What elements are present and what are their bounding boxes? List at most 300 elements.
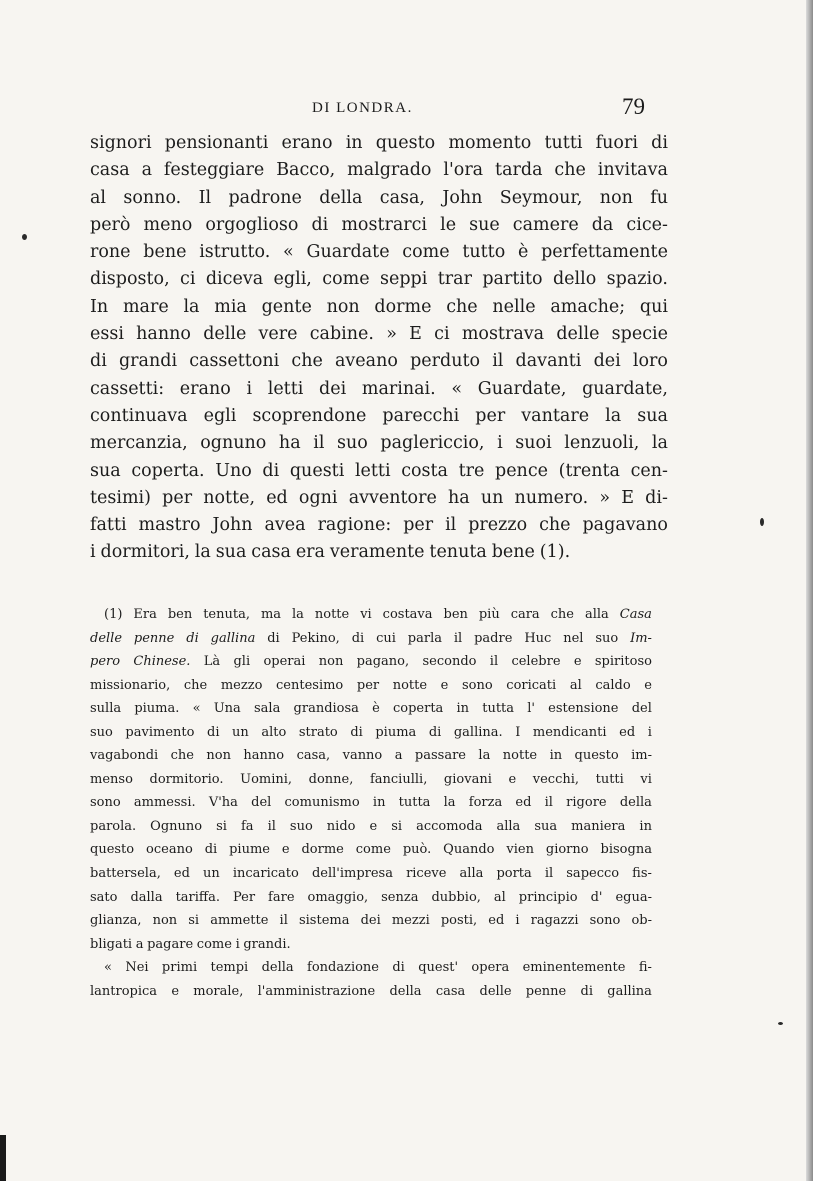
word: » <box>386 324 397 345</box>
word: un <box>203 866 220 882</box>
word: vi <box>360 607 372 622</box>
text-line <box>90 512 668 539</box>
word: sistema <box>298 913 350 929</box>
word: di- <box>645 487 668 508</box>
word: questi <box>289 460 345 481</box>
word: pagano, <box>356 654 410 670</box>
word: da <box>591 214 614 235</box>
word: giorno <box>545 842 589 858</box>
word: l'amministrazione <box>257 983 376 999</box>
word: Là <box>203 654 221 670</box>
word: mezzo <box>220 677 263 693</box>
word: ben <box>443 607 468 622</box>
word: bisogna <box>600 842 652 858</box>
word: penne <box>525 983 567 999</box>
word: suo <box>595 630 619 646</box>
word: notte, <box>203 487 256 508</box>
word: la <box>183 296 200 317</box>
word: nel <box>563 630 584 646</box>
word: al <box>493 889 506 905</box>
word: di <box>262 460 280 481</box>
word: la <box>291 607 304 622</box>
word: come <box>402 242 450 263</box>
word: che <box>539 515 571 536</box>
word: tre <box>458 460 485 481</box>
word: al <box>90 187 107 208</box>
word: sato <box>90 889 118 905</box>
word: accomoda <box>416 818 483 834</box>
word: ha <box>278 433 301 454</box>
word: trar <box>437 269 472 290</box>
word: eminentemente <box>522 960 626 976</box>
text-line <box>90 376 668 403</box>
word: grandi. <box>243 936 291 952</box>
word: nelle <box>492 296 536 317</box>
word: egli <box>203 405 237 426</box>
word: battersela, <box>90 866 161 882</box>
word: nido <box>326 818 356 834</box>
word: Bacco, <box>276 160 336 181</box>
word: di <box>90 351 107 372</box>
word: il <box>544 795 553 811</box>
word: bene <box>143 242 187 263</box>
page-number: 79 <box>622 94 645 119</box>
word: in <box>549 748 563 764</box>
word: perduto <box>410 351 481 372</box>
word: Per <box>233 889 256 905</box>
word: continuava <box>90 405 188 426</box>
word: gallina <box>210 630 256 646</box>
word: cui <box>376 630 396 646</box>
text-line <box>90 403 668 430</box>
word: il <box>445 515 457 536</box>
word: fi- <box>638 960 652 976</box>
word: aveano <box>334 351 398 372</box>
word: e <box>440 677 449 693</box>
word: fuori <box>595 133 638 153</box>
text-line <box>90 485 668 512</box>
word: letti <box>267 378 304 399</box>
word: tariffa. <box>175 889 221 905</box>
word: del <box>631 701 652 717</box>
word: il <box>544 866 554 882</box>
word: essi <box>90 324 124 345</box>
footnote-line <box>90 603 652 627</box>
word: il <box>453 630 463 646</box>
word: che <box>170 748 194 764</box>
word: V'ha <box>208 795 238 811</box>
word: casa, <box>379 187 425 208</box>
word: per <box>475 405 506 426</box>
word: fanciulli, <box>369 771 428 787</box>
word: erano <box>179 378 231 399</box>
word: alto <box>261 724 287 740</box>
word: veramente <box>329 542 425 563</box>
word: dei <box>360 913 381 929</box>
word: ma <box>260 607 282 622</box>
word: di <box>651 133 668 153</box>
word: il <box>279 913 288 929</box>
word: sulla <box>90 701 122 717</box>
word: la <box>478 748 491 764</box>
word: signori <box>90 133 152 153</box>
word: notte <box>392 677 428 693</box>
word: il <box>313 433 325 454</box>
word: mostrava <box>461 324 545 345</box>
word: pavimento <box>125 724 195 740</box>
word: può. <box>402 842 432 858</box>
word: le <box>440 214 457 235</box>
text-line <box>90 321 668 348</box>
word: donne, <box>308 771 354 787</box>
word: bene <box>491 542 535 563</box>
word: per <box>356 677 380 693</box>
word: della <box>319 187 363 208</box>
word: non <box>326 296 360 317</box>
word: primi <box>161 960 198 976</box>
word: sua <box>534 818 558 834</box>
word: a <box>135 936 144 952</box>
word: festeggiare <box>163 160 265 181</box>
word: in <box>639 818 652 834</box>
word: piume <box>229 842 270 858</box>
word: di <box>350 724 363 740</box>
word: ed <box>515 795 532 811</box>
word: grandi <box>118 351 178 372</box>
word: costava <box>382 607 433 622</box>
word: di <box>351 630 365 646</box>
word: strato <box>298 724 338 740</box>
word: parecchi <box>382 405 460 426</box>
word: delle <box>479 983 512 999</box>
word: Guardate <box>306 242 390 263</box>
word: in <box>456 701 470 717</box>
word: sala <box>254 701 281 717</box>
text-line <box>90 212 668 239</box>
word: suoi <box>515 433 552 454</box>
ink-speck <box>22 234 27 240</box>
word: celebre <box>511 654 561 670</box>
word: grandiosa <box>293 701 359 717</box>
word: gallina. <box>453 724 503 740</box>
word: parla <box>407 630 442 646</box>
word: menso <box>90 771 133 787</box>
word: ha <box>447 487 470 508</box>
word: avventore <box>348 487 437 508</box>
footnote-line <box>90 744 652 768</box>
word: non <box>152 913 178 929</box>
word: a <box>141 160 152 181</box>
word: vanno <box>342 748 383 764</box>
footnote-line <box>90 956 652 980</box>
word: di <box>428 724 442 740</box>
word: si <box>188 913 200 929</box>
word: glianza, <box>90 913 142 929</box>
word: l' <box>527 701 535 717</box>
word: padre <box>474 630 513 646</box>
word: ed <box>173 866 190 882</box>
word: spazio. <box>606 269 668 290</box>
word: vecchi, <box>532 771 580 787</box>
word: letti <box>354 460 391 481</box>
word: numero. <box>514 487 589 508</box>
word: dell'impresa <box>311 866 393 882</box>
footnote-line <box>90 627 652 651</box>
ink-speck <box>760 518 764 526</box>
word: Nei <box>125 960 149 976</box>
word: i <box>497 433 503 454</box>
word: fare <box>268 889 295 905</box>
word: si <box>391 818 403 834</box>
word: tutto <box>462 242 506 263</box>
word: ragazzi <box>530 913 579 929</box>
word: (1) <box>104 607 123 622</box>
word: ci <box>180 269 196 290</box>
word: cassettoni <box>189 351 280 372</box>
word: i <box>515 913 520 929</box>
word: Casa <box>619 607 652 622</box>
word: però <box>90 214 131 235</box>
word: di <box>311 214 329 235</box>
scan-binding-edge <box>0 1135 6 1181</box>
word: alla <box>496 818 521 834</box>
word: pensionanti <box>164 133 269 153</box>
word: John <box>442 187 483 208</box>
word: egua- <box>615 889 652 905</box>
word: mezzi <box>391 913 430 929</box>
word: istrutto. <box>199 242 271 263</box>
word: dubbio, <box>431 889 481 905</box>
word: un <box>480 487 504 508</box>
word: la <box>605 405 622 426</box>
word: un <box>232 724 249 740</box>
word: giovani <box>443 771 492 787</box>
word: caldo <box>595 677 631 693</box>
word: è <box>517 242 529 263</box>
word: fu <box>650 187 668 208</box>
word: di <box>186 630 199 646</box>
word: Ognuno <box>150 818 203 834</box>
word: loro <box>632 351 668 372</box>
word: padrone <box>228 187 302 208</box>
word: im- <box>631 748 652 764</box>
word: ogni <box>298 487 338 508</box>
word: seppi <box>379 269 428 290</box>
word: per <box>403 515 434 536</box>
word: disposto, <box>90 269 170 290</box>
main-text <box>90 130 668 567</box>
footnote-line <box>90 697 652 721</box>
word: mastro <box>138 515 201 536</box>
word: Chinese. <box>133 654 191 670</box>
word: e <box>508 771 517 787</box>
word: ben <box>167 607 193 622</box>
word: maniera <box>571 818 626 834</box>
word: ed <box>266 487 288 508</box>
text-line <box>90 294 668 321</box>
word: tenuta <box>429 542 487 563</box>
word: penne <box>133 630 175 646</box>
word: diceva <box>205 269 264 290</box>
word: i <box>90 542 96 563</box>
word: come <box>322 269 370 290</box>
word: riceve <box>406 866 447 882</box>
word: dello <box>552 269 597 290</box>
word: vagabondi <box>90 748 159 764</box>
word: passare <box>414 748 466 764</box>
word: suo <box>337 433 368 454</box>
word: dorme <box>301 842 344 858</box>
word: tutta <box>398 795 431 811</box>
word: meno <box>143 214 193 235</box>
word: questo <box>375 133 436 153</box>
word: principio <box>518 889 578 905</box>
word: cassetti: <box>90 378 165 399</box>
word: Era <box>133 607 157 622</box>
word: delle <box>556 324 600 345</box>
word: vere <box>258 324 298 345</box>
ink-speck <box>778 1022 783 1025</box>
word: « <box>283 242 294 263</box>
word: Im- <box>630 630 652 646</box>
word: i <box>235 936 240 952</box>
word: che <box>550 607 575 622</box>
word: sono <box>90 795 121 811</box>
word: fis- <box>632 866 652 882</box>
word: paglericcio, <box>380 433 485 454</box>
word: e <box>171 983 180 999</box>
text-line <box>90 239 668 266</box>
word: ci <box>434 324 450 345</box>
word: lantropica <box>90 983 158 999</box>
word: in <box>345 133 363 153</box>
word: e <box>369 818 378 834</box>
word: la <box>651 433 668 454</box>
word: alla <box>459 866 484 882</box>
word: fondazione <box>307 960 379 976</box>
word: dormitorio. <box>149 771 224 787</box>
text-line <box>90 157 668 184</box>
word: Uomini, <box>240 771 293 787</box>
word: gente <box>261 296 312 317</box>
word: spiritoso <box>594 654 652 670</box>
word: ragione: <box>317 515 392 536</box>
word: comunismo <box>284 795 360 811</box>
word: alla <box>584 607 609 622</box>
word: ognuno <box>200 433 267 454</box>
word: tempi <box>210 960 249 976</box>
word: in <box>372 795 386 811</box>
word: scoprendone <box>252 405 367 426</box>
word: dorme <box>374 296 432 317</box>
word: suo <box>90 724 113 740</box>
word: di <box>267 630 280 646</box>
word: della <box>619 795 652 811</box>
word: morale, <box>193 983 244 999</box>
word: casa <box>90 160 130 181</box>
word: hanno <box>243 748 285 764</box>
word: notte <box>314 607 350 622</box>
word: e <box>573 654 582 670</box>
word: questo <box>90 842 135 858</box>
text-line <box>90 185 668 212</box>
word: casa <box>251 542 291 563</box>
word: senza <box>381 889 419 905</box>
word: sua <box>215 542 247 563</box>
word: ammette <box>210 913 269 929</box>
word: mercanzia, <box>90 433 188 454</box>
word: la <box>443 795 456 811</box>
word: porta <box>496 866 532 882</box>
word: mia <box>214 296 247 317</box>
word: davanti <box>515 351 582 372</box>
word: E <box>621 487 635 508</box>
text-line <box>90 130 668 157</box>
word: parola. <box>90 818 137 834</box>
footnote-line <box>90 721 652 745</box>
word: cen- <box>630 460 668 481</box>
word: rone <box>90 242 131 263</box>
word: tarda <box>495 160 543 181</box>
word: specie <box>611 324 668 345</box>
word: tutti <box>544 133 583 153</box>
word: al <box>569 677 582 693</box>
word: (1). <box>539 542 571 563</box>
word: sono <box>461 677 493 693</box>
word: e <box>644 677 652 693</box>
word: Quando <box>443 842 495 858</box>
word: pero <box>90 654 121 670</box>
word: i <box>246 378 253 399</box>
word: amache; <box>550 296 626 317</box>
word: delle <box>90 630 123 646</box>
word: pagare <box>147 936 194 952</box>
word: gli <box>233 654 251 670</box>
word: posti, <box>440 913 478 929</box>
word: non <box>206 748 231 764</box>
word: che <box>554 160 586 181</box>
word: sapecco <box>566 866 620 882</box>
word: partito <box>482 269 543 290</box>
word: pence <box>495 460 548 481</box>
word: ed <box>619 724 636 740</box>
word: invitava <box>597 160 668 181</box>
word: dalla <box>130 889 163 905</box>
word: si <box>216 818 227 834</box>
word: marinai. <box>361 378 436 399</box>
word: tutta <box>482 701 515 717</box>
word: il <box>267 818 276 834</box>
word: l'ora <box>443 160 484 181</box>
word: era <box>295 542 325 563</box>
word: « <box>451 378 463 399</box>
word: di <box>207 724 220 740</box>
text-line <box>90 266 668 293</box>
word: mare <box>122 296 169 317</box>
word: di <box>392 960 405 976</box>
word: cara <box>510 607 540 622</box>
word: I <box>515 724 521 740</box>
word: è <box>372 701 380 717</box>
word: secondo <box>422 654 477 670</box>
word: suo <box>289 818 313 834</box>
word: vien <box>506 842 534 858</box>
word: Una <box>213 701 241 717</box>
word: i <box>647 724 652 740</box>
word: ed <box>488 913 505 929</box>
word: fatti <box>90 515 127 536</box>
word: dei <box>593 351 621 372</box>
